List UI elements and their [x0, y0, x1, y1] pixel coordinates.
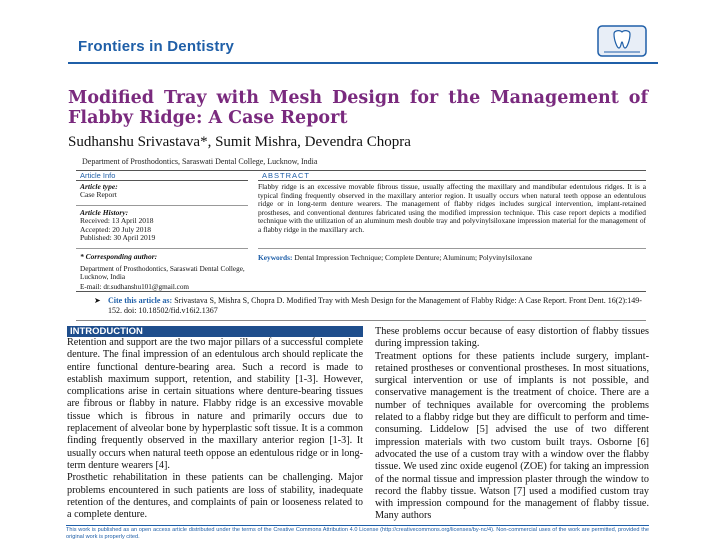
citation [94, 296, 643, 316]
intro-paragraph: Prosthetic rehabilitation in these patients can be challenging. Major problems encountered in such patients are loss of stability, inadequate retention of the dentures, and complaints of pain or looseness related to a complete denture. [67, 472, 363, 521]
arrow-icon: ➤ [94, 296, 101, 305]
keywords [258, 254, 646, 263]
keywords-label: Keywords: [258, 253, 293, 262]
abstract-label: ABSTRACT [262, 171, 311, 180]
journal-logo-icon [596, 20, 648, 62]
info-divider [76, 205, 248, 206]
right-column [375, 326, 649, 523]
affiliation: Department of Prosthodontics, Saraswati Dental College, Lucknow, India [82, 157, 318, 166]
journal-name: Frontiers in Dentistry [78, 38, 235, 55]
corresponding-author-address: Department of Prosthodontics, Saraswati Dental College, Lucknow, India [80, 265, 245, 282]
left-column [67, 337, 363, 521]
article-info-rule [76, 180, 248, 181]
author-list: Sudhanshu Srivastava*, Sumit Mishra, Devendra Chopra [68, 134, 411, 150]
license-footer: This work is published as an open access article distributed under the terms of the Creative Commons Attribution 4.0 License (http://creativecommons.org/licenses/by-nc/4). Non-commercial uses of the work are permitted, provided the original work is properly cited. [66, 527, 649, 540]
corresponding-author-email[interactable]: E-mail: dr.sudhanshu101@gmail.com [80, 283, 190, 291]
info-box-top-rule [76, 170, 646, 171]
article-title: Modified Tray with Mesh Design for the Management of Flabby Ridge: A Case Report [68, 88, 648, 128]
corresponding-author-heading: * Corresponding author: [80, 252, 158, 261]
info-box-bottom-rule [76, 291, 646, 292]
body-paragraph: Treatment options for these patients include surgery, implant-retained prostheses or conventional prostheses. In most situations, surgical intervention or use of implants is not possible, and conservative management is the treatment of choice. There are a number of techniques available for overcoming the problems related to a flabby ridge but they are difficult to perform and time-consuming. Liddelow [5] advised the use of two different impression materials with two custom built trays. Osborne [6] advocated the use of a custom tray with a window over the flabby tissue. We used zinc oxide eugenol (ZOE) for taking an impression of the normal tissue and impression plaster through the window to record the flabby tissue. Watson [7] used a modified custom tray with impression compound for the management of flabby tissue. Many authors [375, 350, 649, 522]
abstract-text: Flabby ridge is an excessive movable fibrous tissue, usually affecting the maxillary and mandibular edentulous ridges. It is a typical finding frequently observed in the maxillary anterior region. It usually occurs when natural teeth oppose an edentulous ridge or in long-term denture wearers. The management of flabby ridges includes surgical intervention, implant-retained prostheses, and conventional dentures fabricated using the modified impression technique. This case report depicts a modified technique with the utilization of an aluminum mesh double tray and polyvinylsiloxane impression material for the management of a flabby ridge in the maxillary arch. [258, 182, 646, 234]
citation-rule [76, 320, 646, 321]
abstract-rule [258, 180, 646, 181]
article-history-heading: Article History: [80, 207, 129, 217]
accepted-date: Accepted: 20 July 2018 [80, 224, 152, 234]
article-type-value: Case Report [80, 190, 117, 200]
citation-label: Cite this article as: [108, 296, 173, 305]
body-paragraph: These problems occur because of easy distortion of flabby tissues during impression taking. [375, 326, 649, 350]
received-date: Received: 13 April 2018 [80, 216, 154, 226]
header-rule [68, 62, 658, 64]
published-date: Published: 30 April 2019 [80, 233, 156, 243]
article-info-panel [80, 183, 252, 247]
citation-text: Srivastava S, Mishra S, Chopra D. Modified Tray with Mesh Design for the Management of Flabby Ridge: A Case Report. Front Dent. 16(2):149-152. doi: 10.18502/fid.v16i2.1367 [108, 296, 642, 315]
intro-paragraph: Retention and support are the two major pillars of a successful complete denture. The final impression of an edentulous arch should replicate the entire functional denture-bearing area. Such a record is made to establish maximum support, retention, and stability [1-3]. However, complications arise in certain situations where denture-bearing tissues are fibrous or flabby in nature. Flabby ridge is an excessive movable tissue which is fibrous in nature and primarily occurs due to replacement of alveolar bone by hyperplastic soft tissue. It is a common finding frequently observed in the maxillary anterior region [1-3]. It usually occurs when natural teeth oppose an edentulous ridge or in long-term denture wearers [4]. [67, 337, 363, 471]
abstract-divider [258, 248, 646, 249]
article-info-label: Article Info [80, 171, 116, 180]
info-divider [76, 248, 248, 249]
introduction-heading: INTRODUCTION [67, 326, 363, 337]
article-type-heading: Article type: [80, 182, 118, 191]
footer-rule [66, 525, 649, 526]
keywords-value: Dental Impression Technique; Complete Denture; Aluminum; Polyvinylsiloxane [294, 253, 533, 262]
